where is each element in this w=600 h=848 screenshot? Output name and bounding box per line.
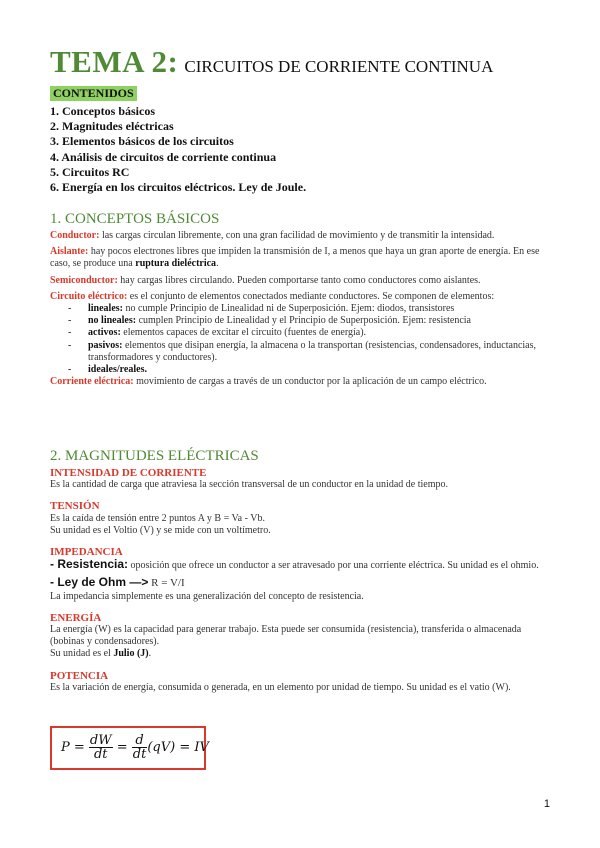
bullet-dash: -: [68, 303, 72, 315]
potencia-text: Es la variación de energía, consumida o generada, en un elemento por unidad de tiempo. Su unidad es el vatio (W).: [50, 681, 511, 693]
fraction-numerator: d: [132, 734, 148, 748]
bullet-dash: -: [68, 327, 72, 339]
resistencia-term: - Resistencia:: [50, 557, 129, 572]
section-2-heading: 2. MAGNITUDES ELÉCTRICAS: [50, 448, 259, 464]
text-circuito: es el conjunto de elementos conectados mediante conductores. Se componen de elementos:: [127, 290, 495, 302]
toc-item[interactable]: 5. Circuitos RC: [50, 164, 130, 179]
formula-fraction-dw-dt: [89, 734, 113, 761]
fraction-denominator: dt: [132, 747, 147, 762]
ley-ohm: [50, 576, 550, 590]
element-types-list: [50, 303, 550, 376]
toc-item[interactable]: 1. Conceptos básicos: [50, 104, 156, 118]
term-semiconductor: Semiconductor:: [50, 274, 118, 286]
section-2-body: [50, 467, 550, 694]
resistencia-def: [50, 558, 550, 572]
energia-unit-prefix: Su unidad es el: [50, 648, 114, 660]
bullet-dash: -: [68, 364, 72, 376]
term-corriente: Corriente eléctrica:: [50, 376, 134, 388]
page-number: 1: [543, 798, 550, 810]
list-item: [50, 327, 550, 339]
power-formula: [61, 734, 209, 761]
intensidad-heading: INTENSIDAD DE CORRIENTE: [50, 467, 207, 479]
tension-heading: TENSIÓN: [50, 500, 100, 513]
bullet-term: ideales/reales.: [88, 364, 147, 376]
bullet-text: elementos capaces de excitar el circuito (fuentes de energía).: [120, 327, 367, 339]
energia-heading: ENERGÍA: [50, 611, 102, 624]
list-item: [50, 315, 550, 327]
def-aislante: [50, 246, 550, 270]
impedancia-heading: IMPEDANCIA: [50, 546, 123, 559]
power-formula-box: [50, 726, 209, 770]
section-1-body: [50, 230, 550, 388]
bullet-text: no cumple Principio de Linealidad ni de Superposición. Ejem: diodos, transistores: [123, 303, 455, 315]
fraction-denominator: dt: [93, 747, 108, 762]
text-conductor: las cargas circulan libremente, con una gran facilidad de movimiento y de transmitir la intensidad.: [99, 230, 495, 241]
potencia-heading: POTENCIA: [50, 669, 109, 682]
ohm-text: R = V/I: [148, 577, 185, 590]
text-aislante-end: .: [216, 258, 219, 270]
list-item: [50, 303, 550, 315]
fraction-numerator: dW: [89, 733, 112, 748]
list-item: [50, 364, 550, 376]
bullet-term: no lineales:: [88, 315, 137, 327]
intensidad-text: Es la cantidad de carga que atraviesa la sección transversal de un conductor en la unidad de tiempo.: [50, 479, 448, 491]
section-1-heading: 1. CONCEPTOS BÁSICOS: [50, 211, 220, 227]
toc-item[interactable]: 3. Elementos básicos de los circuitos: [50, 134, 234, 149]
bullet-term: activos:: [88, 327, 121, 339]
bullet-text: elementos que disipan energía, la almacena o la transportan (resistencias, condensadores, inductancias, transformadores y conductores).: [88, 339, 537, 363]
def-conductor: [50, 230, 550, 242]
term-aislante: Aislante:: [50, 246, 89, 258]
toc-item[interactable]: 4. Análisis de circuitos de corriente continua: [50, 149, 277, 164]
tension-line1: Es la caída de tensión entre 2 puntos A y B = Va - Vb.: [50, 512, 265, 524]
formula-fraction-d-dt: [132, 734, 148, 761]
bullet-text: cumplen Principio de Linealidad y el Principio de Superposición. Ejem: resistencia: [136, 315, 471, 327]
energia-unit-end: .: [148, 648, 152, 660]
contents-label: CONTENIDOS: [50, 86, 137, 101]
energia-unit-bold: Julio (J): [113, 648, 149, 660]
bullet-term: lineales:: [88, 303, 123, 315]
ohm-term: - Ley de Ohm —>: [50, 575, 149, 590]
list-item: [50, 340, 550, 364]
def-corriente: [50, 376, 550, 388]
toc-item[interactable]: 6. Energía en los circuitos eléctricos. Ley de Joule.: [50, 180, 307, 195]
text-aislante: hay pocos electrones libres que impiden la transmisión de I, a menos que haya un gran aporte de energía. En ese caso, se produce una: [50, 246, 540, 270]
energia-text: La energía (W) es la capacidad para generar trabajo. Esta puede ser consumida (resistencia), transferida o almacenada (bobinas y condensadores).: [50, 624, 522, 648]
resistencia-text: oposición que ofrece un conductor a ser atravesado por una corriente eléctrica. Su unidad es el ohmio.: [128, 560, 539, 572]
table-of-contents: [50, 104, 306, 195]
title-sub: CIRCUITOS DE CORRIENTE CONTINUA: [184, 57, 494, 76]
text-semiconductor: hay cargas libres circulando. Pueden comportarse tanto como conductores como aislantes.: [117, 274, 481, 286]
text-corriente: movimiento de cargas a través de un conductor por la aplicación de un campo eléctrico.: [133, 376, 487, 388]
formula-lhs: P =: [61, 740, 85, 755]
def-circuito: [50, 291, 550, 303]
bullet-dash: -: [68, 339, 72, 351]
tension-line2: Su unidad es el Voltio (V) y se mide con un voltímetro.: [50, 524, 271, 536]
bullet-dash: -: [68, 315, 72, 327]
term-circuito: Circuito eléctrico:: [50, 290, 128, 302]
energia-unit: [50, 648, 550, 660]
page-title: [50, 44, 493, 80]
title-main: TEMA 2:: [50, 44, 179, 79]
term-conductor: Conductor:: [50, 230, 100, 241]
def-semiconductor: [50, 275, 550, 287]
formula-rhs: (qV) = IV: [147, 740, 209, 755]
impedancia-note: La impedancia simplemente es una generalización del concepto de resistencia.: [50, 590, 364, 602]
formula-equals: =: [116, 740, 128, 755]
bold-ruptura: ruptura dieléctrica: [135, 258, 217, 270]
bullet-term: pasivos:: [88, 339, 123, 351]
toc-item[interactable]: 2. Magnitudes eléctricas: [50, 119, 174, 134]
